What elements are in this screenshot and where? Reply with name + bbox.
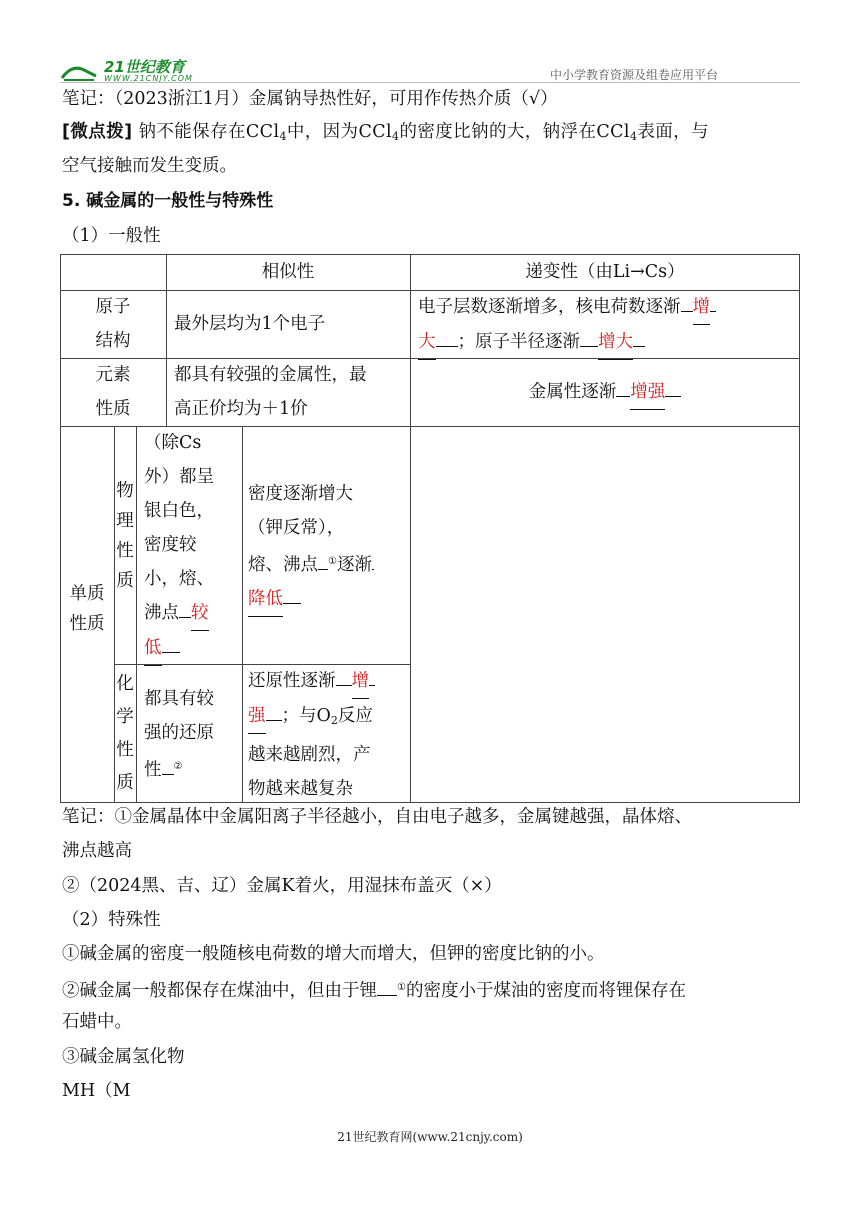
chemical-similar: 都具有较 强的还原 性 ② bbox=[144, 689, 214, 780]
physical-trend: 密度逐渐增大 （钾反常）， 熔、沸点 ①逐渐 降低 bbox=[248, 477, 410, 617]
atom-trend: 电子层数逐渐增多，核电荷数逐渐 增 大 ；原子半径逐渐 增大 bbox=[418, 290, 798, 360]
header-similar: 相似性 bbox=[261, 262, 315, 282]
subsection-1: （1）一般性 bbox=[62, 226, 161, 246]
special-2: ②碱金属一般都保存在煤油中，但由于锂 ①的密度小于煤油的密度而将锂保存在 bbox=[62, 981, 686, 1001]
note-3: ②（2024黑、吉、辽）金属K着火，用湿抹布盖灭（×） bbox=[62, 876, 502, 896]
logo-slogan: WWW.21CNJY.COM bbox=[104, 74, 193, 83]
note-1: 笔记：（2023浙江1月）金属钠导热性好，可用作传热介质（√） bbox=[62, 89, 558, 109]
platform-name: 中小学教育资源及组卷应用平台 bbox=[549, 68, 718, 82]
tip-line-1: [微点拨] 钠不能保存在CCl$_4$中，因为CCl$_4$的密度比钠的大，钠浮在CCl$_4$表面，与 bbox=[62, 122, 709, 143]
subsection-2: （2）特殊性 bbox=[62, 910, 161, 930]
element-similar: 都具有较强的金属性，最 高正价均为＋1价 bbox=[174, 365, 367, 419]
special-1: ①碱金属的密度一般随核电荷数的增大而增大，但钾的密度比钠的小。 bbox=[62, 944, 605, 964]
chemical-label: 化 学 性 质 bbox=[116, 674, 134, 793]
section-5-title: 5. 碱金属的一般性与特殊性 bbox=[62, 191, 274, 211]
alkali-metal-table bbox=[60, 254, 800, 804]
special-3: ③碱金属氢化物 bbox=[62, 1047, 185, 1067]
note-2: 笔记：①金属晶体中金属阳离子半径越小，自由电子越多，金属键越强，晶体熔、 bbox=[62, 807, 692, 827]
answer-strengthen: 增强 bbox=[630, 375, 665, 410]
answer-lower-2: 降低 bbox=[248, 582, 283, 617]
chemical-trend: 还原性逐渐 增 强 ；与$O_2$反应 越来越剧烈，产 物越来越复杂 bbox=[248, 664, 410, 806]
tip-label: [微点拨] bbox=[62, 122, 133, 142]
element-label: 元素 性质 bbox=[95, 365, 131, 419]
header-trend: 递变性（由Li→Cs） bbox=[525, 262, 685, 282]
page-footer: 21世纪教育网(www.21cnjy.com) bbox=[337, 1130, 523, 1144]
answer-increase-2: 增大 bbox=[598, 325, 633, 360]
special-2-cont: 石蜡中。 bbox=[62, 1012, 132, 1032]
simple-substance-label: 单质 性质 bbox=[69, 584, 105, 634]
answer-increase-1: 增 bbox=[693, 290, 711, 325]
atom-similar: 最外层均为1个电子 bbox=[174, 314, 326, 334]
tip-line-2: 空气接触而发生变质。 bbox=[62, 156, 237, 176]
atom-label: 原子 结构 bbox=[95, 297, 131, 351]
page-header bbox=[0, 0, 860, 84]
header-rule bbox=[60, 82, 800, 83]
note-2-cont: 沸点越高 bbox=[62, 841, 132, 861]
answer-lower-1: 较 bbox=[191, 596, 209, 631]
mh-formula: MH（M bbox=[62, 1081, 131, 1101]
answer-strengthen-2: 增 bbox=[352, 664, 370, 699]
physical-label: 物 理 性 质 bbox=[116, 481, 134, 591]
element-trend: 金属性逐渐 增强 bbox=[410, 375, 800, 410]
logo-text: 21世纪教育 bbox=[104, 58, 185, 76]
physical-similar: （除Cs 外）都呈 银白色， 密度较 小，熔、 沸点 较 低 bbox=[144, 426, 240, 666]
